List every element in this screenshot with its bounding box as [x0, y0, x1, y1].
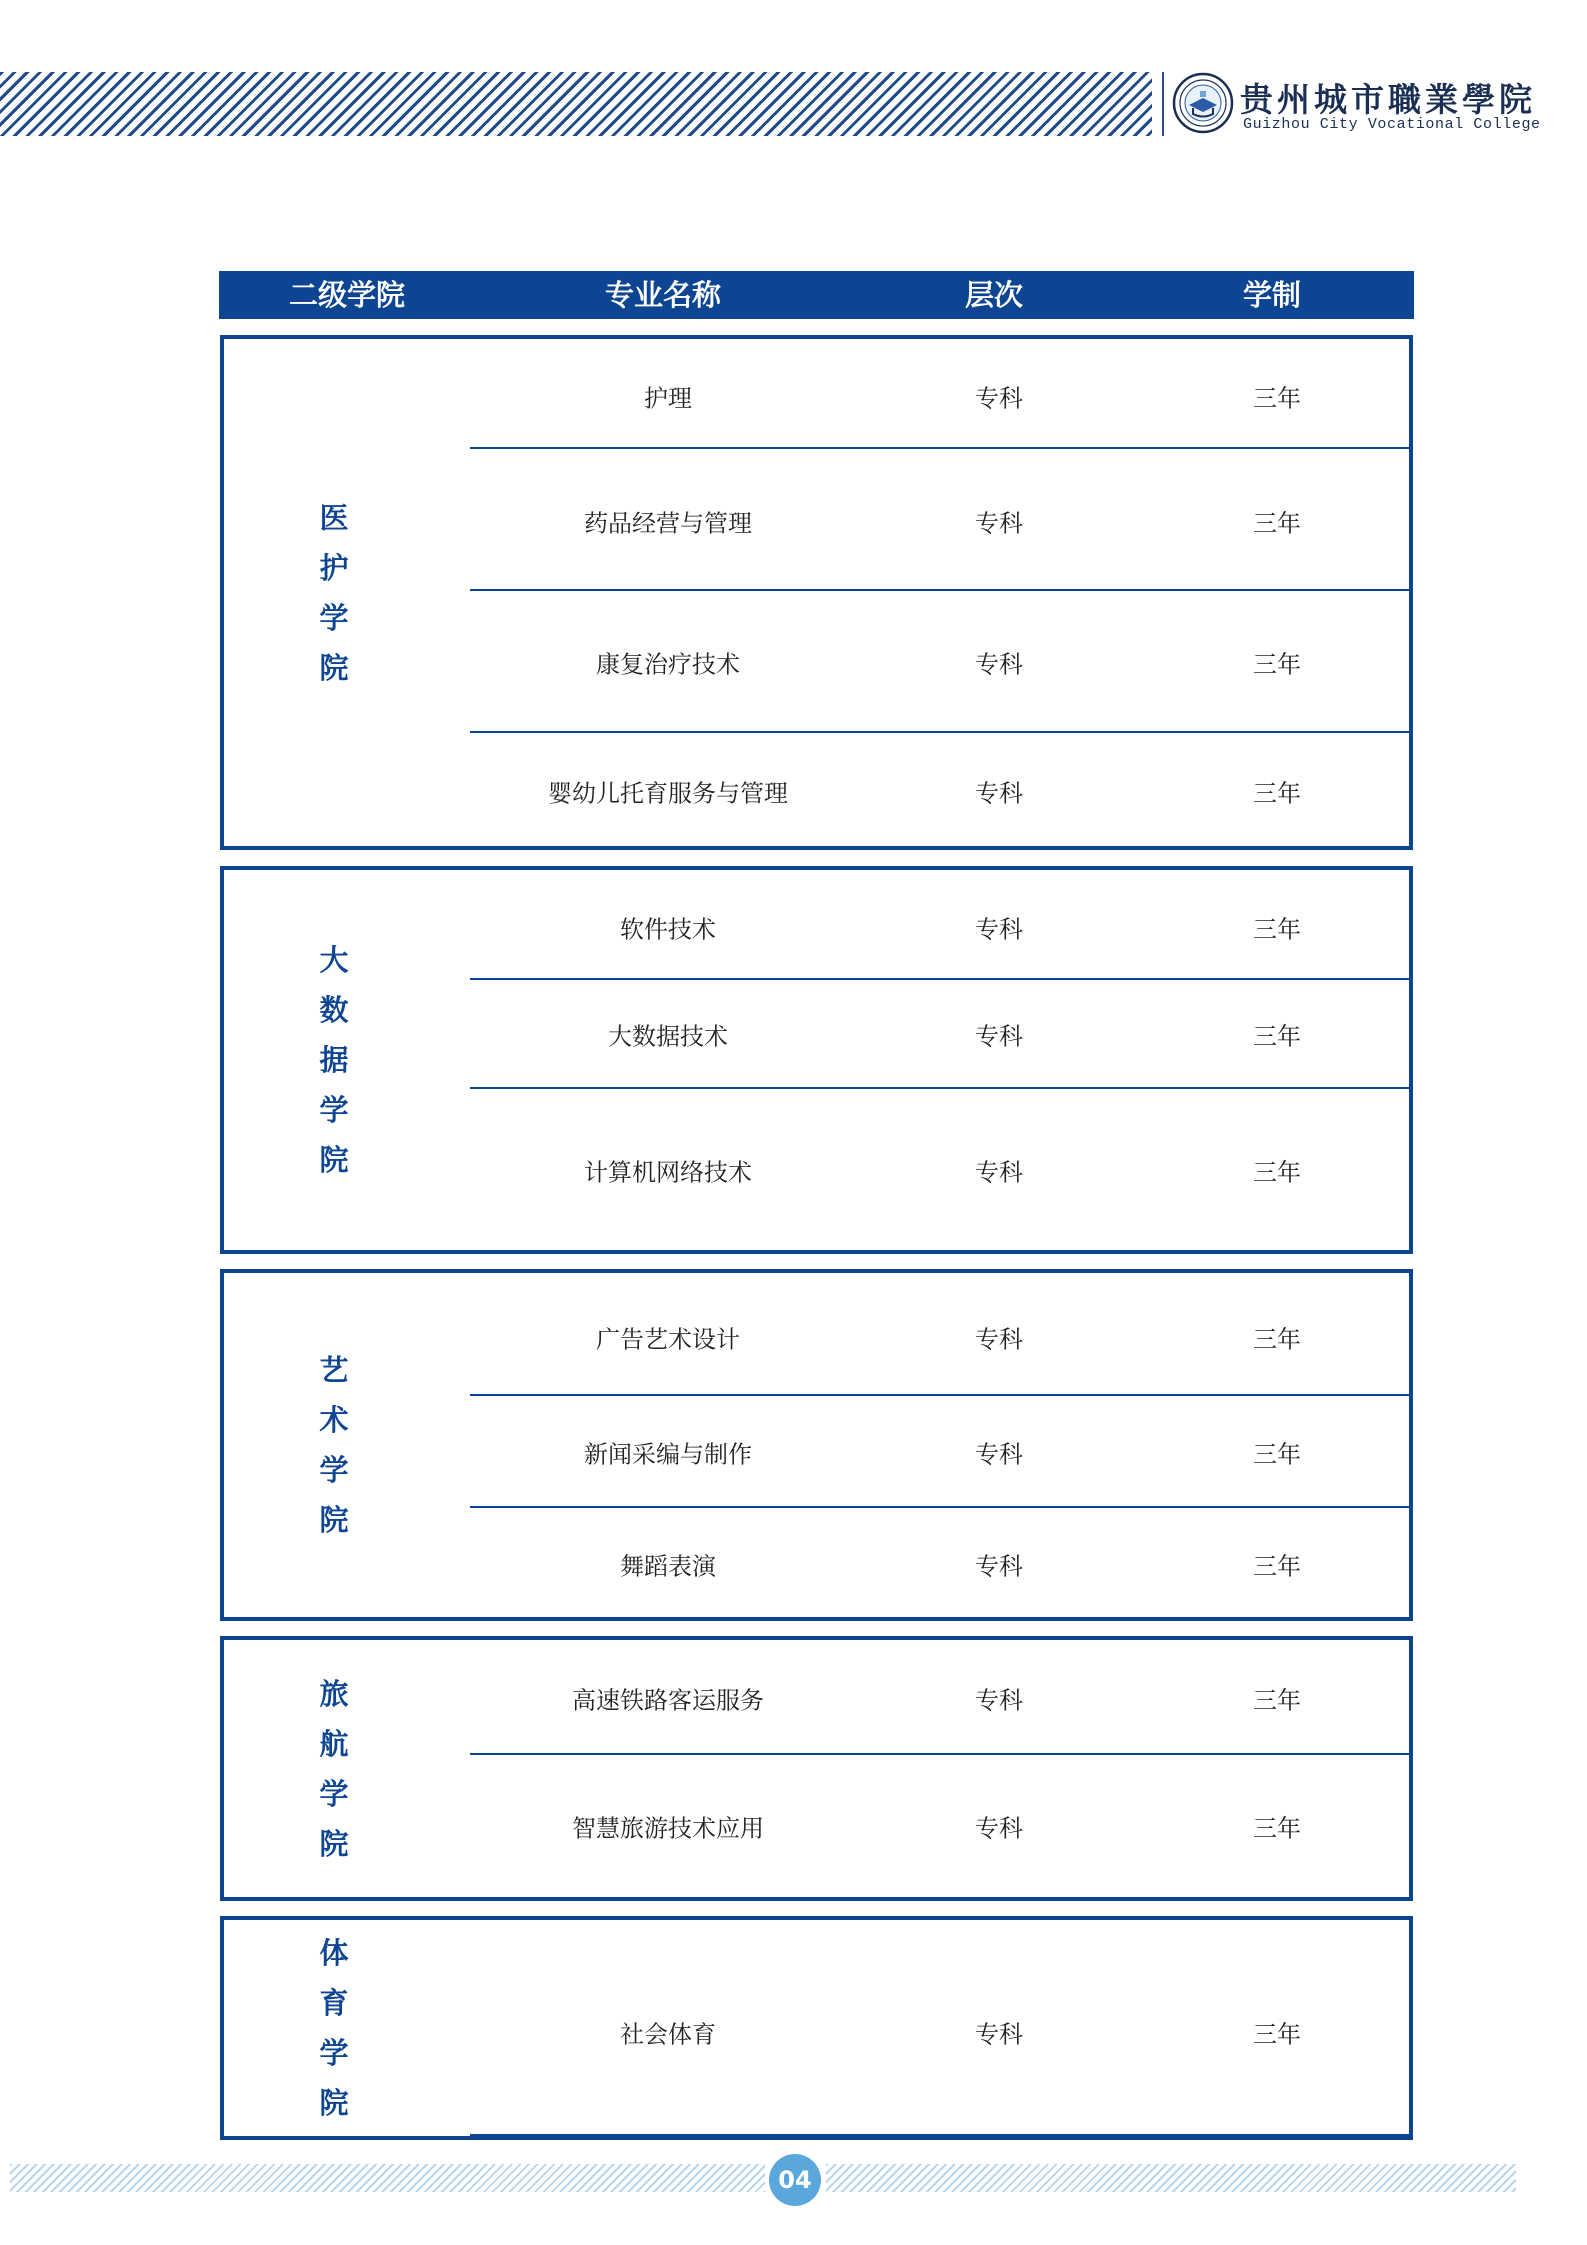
program-level: 专科 — [975, 1814, 1023, 1843]
program-level: 专科 — [975, 1440, 1023, 1469]
college-name-char: 学 — [319, 600, 349, 635]
program-name: 舞蹈表演 — [620, 1552, 716, 1581]
column-header-program: 专业名称 — [604, 278, 722, 312]
college-name-char: 院 — [319, 650, 349, 685]
college-name-char: 学 — [319, 1453, 349, 1487]
program-duration: 三年 — [1253, 1325, 1301, 1354]
school-name-en: Guizhou City Vocational College — [1243, 116, 1541, 133]
program-level: 专科 — [975, 650, 1023, 679]
program-level: 专科 — [975, 779, 1023, 808]
program-duration: 三年 — [1253, 2020, 1301, 2049]
program-duration: 三年 — [1253, 650, 1301, 679]
program-duration: 三年 — [1253, 1686, 1301, 1715]
college-group — [220, 335, 1413, 850]
college-name-char: 院 — [319, 1826, 349, 1861]
college-name-char: 旅 — [319, 1676, 349, 1711]
program-name: 计算机网络技术 — [584, 1158, 752, 1187]
row-divider — [470, 589, 1409, 591]
footer-stripe-decoration — [826, 2164, 1516, 2192]
college-group — [220, 1916, 1413, 2140]
header-stripe-decoration — [0, 72, 1152, 136]
college-name-char: 院 — [319, 1503, 349, 1537]
program-level: 专科 — [975, 1158, 1023, 1187]
program-duration: 三年 — [1253, 1552, 1301, 1581]
page-number: 04 — [769, 2154, 821, 2206]
program-name: 广告艺术设计 — [596, 1325, 740, 1354]
college-name-char: 据 — [319, 1043, 349, 1077]
table-header — [219, 271, 1414, 319]
row-divider — [470, 1394, 1409, 1396]
program-duration: 三年 — [1253, 1022, 1301, 1051]
row-divider — [470, 1753, 1409, 1755]
program-name: 药品经营与管理 — [584, 509, 752, 538]
program-name: 高速铁路客运服务 — [572, 1686, 764, 1715]
program-level: 专科 — [975, 2020, 1023, 2049]
program-level: 专科 — [975, 1552, 1023, 1581]
program-level: 专科 — [975, 1686, 1023, 1715]
program-name: 康复治疗技术 — [596, 650, 740, 679]
header-divider — [1162, 72, 1164, 136]
program-level: 专科 — [975, 1022, 1023, 1051]
row-divider — [470, 1087, 1409, 1089]
college-name-char: 大 — [319, 943, 349, 977]
column-header-college: 二级学院 — [288, 278, 406, 312]
program-name: 社会体育 — [620, 2020, 716, 2049]
row-divider — [470, 1506, 1409, 1508]
program-duration: 三年 — [1253, 384, 1301, 413]
college-name — [314, 493, 354, 693]
program-duration: 三年 — [1253, 1814, 1301, 1843]
college-name-char: 数 — [319, 993, 349, 1027]
row-divider — [470, 978, 1409, 980]
college-name-char: 学 — [319, 2036, 349, 2070]
college-name-char: 医 — [319, 500, 349, 535]
college-name — [314, 1345, 354, 1545]
row-divider — [470, 2134, 1409, 2136]
program-level: 专科 — [975, 509, 1023, 538]
row-divider — [470, 447, 1409, 449]
college-name-char: 航 — [319, 1726, 349, 1761]
program-name: 智慧旅游技术应用 — [572, 1814, 764, 1843]
college-emblem-icon — [1172, 72, 1234, 134]
program-level: 专科 — [975, 1325, 1023, 1354]
program-name: 大数据技术 — [608, 1022, 728, 1051]
college-name-char: 育 — [319, 1986, 349, 2020]
program-duration: 三年 — [1253, 509, 1301, 538]
college-group — [220, 866, 1413, 1254]
column-header-duration: 学制 — [1242, 278, 1302, 312]
college-group — [220, 1636, 1413, 1901]
program-duration: 三年 — [1253, 1158, 1301, 1187]
college-name-char: 学 — [319, 1776, 349, 1811]
program-name: 婴幼儿托育服务与管理 — [548, 779, 788, 808]
college-name — [314, 1669, 354, 1869]
college-name-char: 院 — [319, 2086, 349, 2120]
school-name-cn: 贵州城市職業學院 — [1240, 80, 1536, 119]
column-header-level: 层次 — [964, 278, 1024, 312]
program-name: 新闻采编与制作 — [584, 1440, 752, 1469]
college-name — [314, 1928, 354, 2128]
program-level: 专科 — [975, 915, 1023, 944]
college-name-char: 体 — [319, 1936, 349, 1970]
row-divider — [470, 731, 1409, 733]
program-duration: 三年 — [1253, 1440, 1301, 1469]
college-name — [314, 935, 354, 1185]
program-duration: 三年 — [1253, 915, 1301, 944]
college-name-char: 艺 — [319, 1353, 349, 1387]
college-group — [220, 1269, 1413, 1621]
college-name-char: 术 — [319, 1403, 349, 1437]
program-name: 软件技术 — [620, 915, 716, 944]
college-name-char: 学 — [319, 1093, 349, 1127]
footer-stripe-decoration — [10, 2164, 765, 2192]
program-name: 护理 — [644, 384, 692, 413]
college-name-char: 护 — [319, 550, 349, 585]
program-duration: 三年 — [1253, 779, 1301, 808]
program-level: 专科 — [975, 384, 1023, 413]
college-name-char: 院 — [319, 1143, 349, 1177]
